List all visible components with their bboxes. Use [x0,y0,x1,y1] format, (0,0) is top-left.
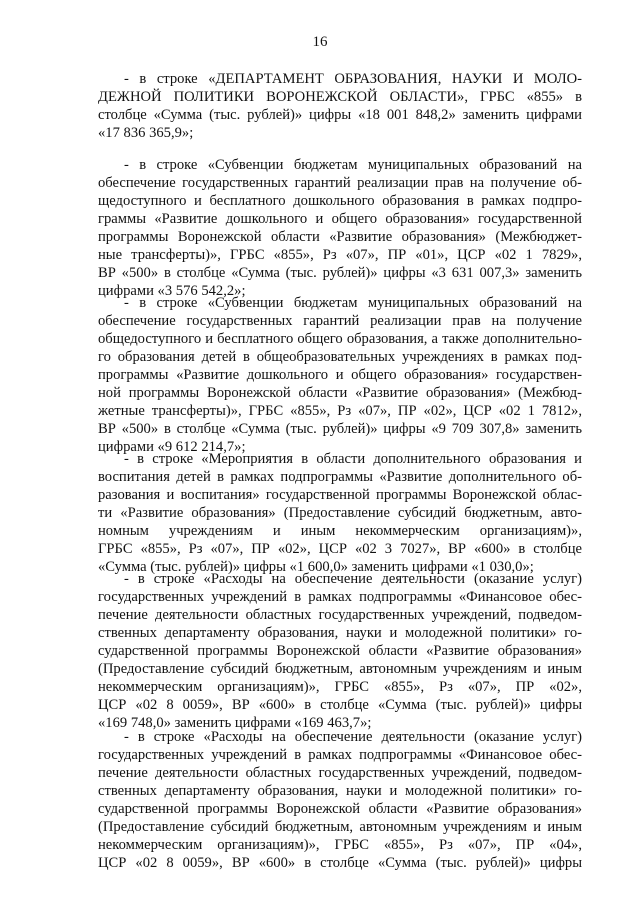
paragraph-6-line: сударственной программы Воронежской области «Развитие образования» [98,801,582,817]
paragraph-5-line: «169 748,0» заменить цифрами «169 463,7»; [98,715,372,731]
paragraph-4-line: - в строке «Мероприятия в области дополнительного образования и [124,451,582,467]
paragraph-5-line: (Предоставление субсидий бюджетным, автономным учреждениям и иным [98,661,582,677]
paragraph-1-line: столбце «Сумма (тыс. рублей)» цифры «18 001 848,2» заменить цифрами [98,107,582,123]
paragraph-5-line: ЦСР «02 8 0059», ВР «600» в столбце «Сумма (тыс. рублей)» цифры [98,697,582,713]
paragraph-4-line: воспитания детей в рамках подпрограммы «Развитие дополнительного об- [98,469,582,485]
paragraph-3-line: ВР «500» в столбце «Сумма (тыс. рублей)» цифры «9 709 307,8» заменить [98,421,582,437]
paragraph-6-line: - в строке «Расходы на обеспечение деятельности (оказание услуг) [124,729,582,745]
paragraph-5-line: - в строке «Расходы на обеспечение деятельности (оказание услуг) [124,571,582,587]
paragraph-5-line: печение деятельности областных государственных учреждений, подведом- [98,607,582,623]
paragraph-3-line: го образования детей в общеобразовательных учреждениях в рамках под- [98,349,582,365]
paragraph-3-line: - в строке «Субвенции бюджетам муниципальных образований на [124,295,582,311]
paragraph-5-line: государственных учреждений в рамках подпрограммы «Финансовое обес- [98,589,582,605]
paragraph-2-line: граммы «Развитие дошкольного и общего образования» государственной [98,211,582,227]
paragraph-6-line: ственных департаменту образования, науки и молодежной политики» го- [98,783,582,799]
paragraph-5-line: некоммерческим организациям)», ГРБС «855», Рз «07», ПР «02», [98,679,582,695]
page-number: 16 [312,34,328,50]
paragraph-1-line: «17 836 365,9»; [98,125,194,141]
paragraph-6-line: некоммерческим организациям)», ГРБС «855», Рз «07», ПР «04», [98,837,582,853]
paragraph-1-line: ДЕЖНОЙ ПОЛИТИКИ ВОРОНЕЖСКОЙ ОБЛАСТИ», ГРБС «855» в [98,89,582,105]
paragraph-6-line: государственных учреждений в рамках подпрограммы «Финансовое обес- [98,747,582,763]
paragraph-2-line: цифрами «3 576 542,2»; [98,283,246,299]
paragraph-3-line: обеспечение государственных гарантий реализации прав на получение [98,313,582,329]
paragraph-3-line: цифрами «9 612 214,7»; [98,439,246,455]
paragraph-3-line: ной программы Воронежской области «Развитие образования» (Межбюд- [98,385,582,401]
paragraph-4-line: разования и воспитания» государственной программы Воронежской облас- [98,487,582,503]
paragraph-2-line: ные трансферты)», ГРБС «855», Рз «07», ПР «01», ЦСР «02 1 7829», [98,247,582,263]
paragraph-2-line: обеспечение государственных гарантий реализации прав на получение об- [98,175,582,191]
paragraph-4-line: ти «Развитие образования» (Предоставление субсидий бюджетным, авто- [98,505,582,521]
paragraph-1-line: - в строке «ДЕПАРТАМЕНТ ОБРАЗОВАНИЯ, НАУКИ И МОЛО- [124,71,582,87]
paragraph-2-line: программы Воронежской области «Развитие образования» (Межбюджет- [98,229,582,245]
paragraph-6-line: (Предоставление субсидий бюджетным, автономным учреждениям и иным [98,819,582,835]
paragraph-4-line: ГРБС «855», Рз «07», ПР «02», ЦСР «02 3 7027», ВР «600» в столбце [98,541,582,557]
paragraph-3-line: жетные трансферты)», ГРБС «855», Рз «07», ПР «02», ЦСР «02 1 7812», [98,403,582,419]
paragraph-2-line: - в строке «Субвенции бюджетам муниципальных образований на [124,157,582,173]
paragraph-4-line: номным учреждениям и иным некоммерческим организациям)», [98,523,582,539]
paragraph-2-line: щедоступного и бесплатного дошкольного образования в рамках подпро- [98,193,582,209]
paragraph-6-line: ЦСР «02 8 0059», ВР «600» в столбце «Сумма (тыс. рублей)» цифры [98,855,582,871]
paragraph-2-line: ВР «500» в столбце «Сумма (тыс. рублей)» цифры «3 631 007,3» заменить [98,265,582,281]
paragraph-5-line: сударственной программы Воронежской области «Развитие образования» [98,643,582,659]
paragraph-5-line: ственных департаменту образования, науки и молодежной политики» го- [98,625,582,641]
paragraph-3-line: общедоступного и бесплатного общего образования, а также дополнительно- [98,331,582,347]
paragraph-4-line: «Сумма (тыс. рублей)» цифры «1 600,0» заменить цифрами «1 030,0»; [98,559,534,575]
paragraph-3-line: программы «Развитие дошкольного и общего образования» государствен- [98,367,582,383]
paragraph-6-line: печение деятельности областных государственных учреждений, подведом- [98,765,582,781]
